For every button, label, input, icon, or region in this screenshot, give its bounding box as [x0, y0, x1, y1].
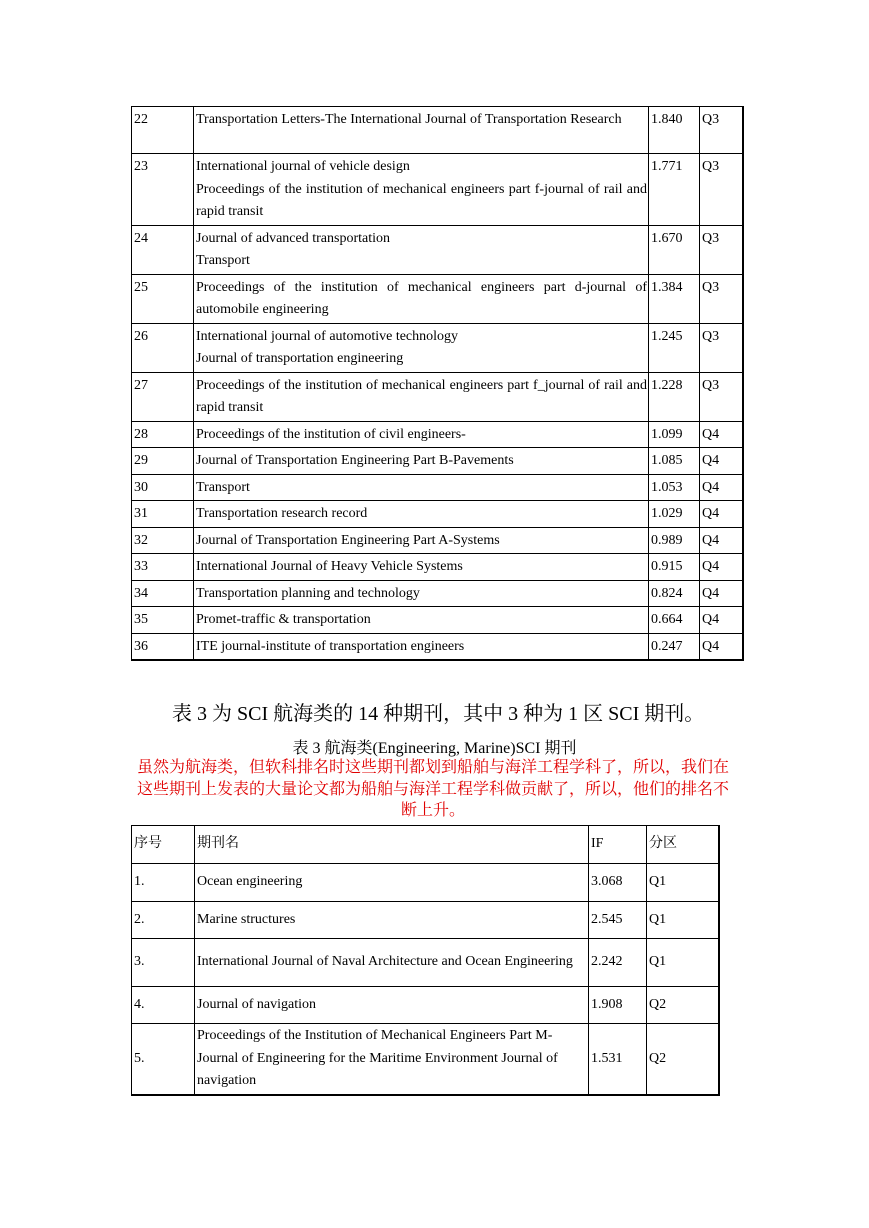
table-row	[132, 633, 743, 660]
table-row	[132, 421, 743, 448]
impact-factor: 2.242	[589, 939, 647, 987]
table-row	[132, 474, 743, 501]
quartile: Q4	[700, 607, 743, 634]
quartile: Q4	[700, 633, 743, 660]
row-number: 1.	[132, 864, 195, 902]
header-if: IF	[589, 826, 647, 864]
impact-factor: 2.545	[589, 902, 647, 939]
header-no: 序号	[132, 826, 195, 864]
journal-name: Proceedings of the institution of civil engineers-	[194, 421, 649, 448]
quartile: Q3	[700, 274, 743, 323]
table-row	[132, 225, 743, 274]
row-number: 23	[132, 154, 194, 226]
impact-factor: 0.989	[649, 527, 700, 554]
table-row	[132, 554, 743, 581]
quartile: Q4	[700, 554, 743, 581]
table-row	[132, 939, 719, 987]
quartile: Q1	[647, 902, 719, 939]
quartile: Q4	[700, 501, 743, 528]
row-number: 31	[132, 501, 194, 528]
table-row	[132, 864, 719, 902]
table-row	[132, 902, 719, 939]
impact-factor: 0.664	[649, 607, 700, 634]
journal-name: Ocean engineering	[195, 864, 589, 902]
impact-factor: 1.531	[589, 1024, 647, 1095]
impact-factor: 1.771	[649, 154, 700, 226]
journal-name: Journal of Transportation Engineering Part B-Pavements	[194, 448, 649, 475]
journal-name: International Journal of Heavy Vehicle Systems	[194, 554, 649, 581]
header-quartile: 分区	[647, 826, 719, 864]
journal-name: Transportation Letters-The International Journal of Transportation Research	[194, 107, 649, 154]
quartile: Q3	[700, 225, 743, 274]
table-header-row	[132, 826, 719, 864]
journal-name: Journal of navigation	[195, 987, 589, 1024]
table-row	[132, 323, 743, 372]
row-number: 3.	[132, 939, 195, 987]
row-number: 25	[132, 274, 194, 323]
table-row	[132, 107, 743, 154]
impact-factor: 1.053	[649, 474, 700, 501]
row-number: 27	[132, 372, 194, 421]
impact-factor: 1.908	[589, 987, 647, 1024]
impact-factor: 3.068	[589, 864, 647, 902]
table-row	[132, 274, 743, 323]
transport-journals-table	[131, 106, 744, 661]
journal-name: Proceedings of the Institution of Mechanical Engineers Part M-Journal of Engineering for the Maritime Environment Journal of navigation	[195, 1024, 589, 1095]
row-number: 28	[132, 421, 194, 448]
row-number: 29	[132, 448, 194, 475]
journal-name: Proceedings of the institution of mechanical engineers part f_journal of rail and rapid transit	[194, 372, 649, 421]
row-number: 36	[132, 633, 194, 660]
row-number: 26	[132, 323, 194, 372]
impact-factor: 1.245	[649, 323, 700, 372]
impact-factor: 1.228	[649, 372, 700, 421]
impact-factor: 1.099	[649, 421, 700, 448]
intro-paragraph: 表 3 为 SCI 航海类的 14 种期刊，其中 3 种为 1 区 SCI 期刊。	[172, 703, 705, 725]
impact-factor: 0.824	[649, 580, 700, 607]
row-number: 22	[132, 107, 194, 154]
journal-name: International journal of vehicle design Proceedings of the institution of mechanical engineers part f-journal of rail and rapid transit	[194, 154, 649, 226]
impact-factor: 0.247	[649, 633, 700, 660]
quartile: Q4	[700, 527, 743, 554]
row-number: 30	[132, 474, 194, 501]
journal-name: Promet-traffic & transportation	[194, 607, 649, 634]
row-number: 5.	[132, 1024, 195, 1095]
journal-name: Transportation research record	[194, 501, 649, 528]
row-number: 33	[132, 554, 194, 581]
header-name: 期刊名	[195, 826, 589, 864]
quartile: Q4	[700, 580, 743, 607]
journal-name: International Journal of Naval Architecture and Ocean Engineering	[195, 939, 589, 987]
row-number: 34	[132, 580, 194, 607]
quartile: Q4	[700, 474, 743, 501]
journal-name: Journal of Transportation Engineering Part A-Systems	[194, 527, 649, 554]
row-number: 4.	[132, 987, 195, 1024]
journal-name: Transportation planning and technology	[194, 580, 649, 607]
table-row	[132, 154, 743, 226]
table-row	[132, 448, 743, 475]
impact-factor: 1.384	[649, 274, 700, 323]
journal-name: International journal of automotive technology Journal of transportation engineering	[194, 323, 649, 372]
row-number: 32	[132, 527, 194, 554]
journal-name: Journal of advanced transportation Transport	[194, 225, 649, 274]
table-row	[132, 1024, 719, 1095]
journal-name: Proceedings of the institution of mechanical engineers part d-journal of automobile engineering	[194, 274, 649, 323]
quartile: Q3	[700, 372, 743, 421]
quartile: Q3	[700, 323, 743, 372]
table-row	[132, 527, 743, 554]
quartile: Q3	[700, 107, 743, 154]
table-row	[132, 372, 743, 421]
quartile: Q1	[647, 864, 719, 902]
table-row	[132, 580, 743, 607]
table-row	[132, 501, 743, 528]
row-number: 24	[132, 225, 194, 274]
impact-factor: 1.670	[649, 225, 700, 274]
quartile: Q1	[647, 939, 719, 987]
impact-factor: 1.029	[649, 501, 700, 528]
table-row	[132, 987, 719, 1024]
row-number: 35	[132, 607, 194, 634]
table-row	[132, 607, 743, 634]
impact-factor: 0.915	[649, 554, 700, 581]
journal-name: Transport	[194, 474, 649, 501]
quartile: Q4	[700, 421, 743, 448]
impact-factor: 1.085	[649, 448, 700, 475]
impact-factor: 1.840	[649, 107, 700, 154]
journal-name: ITE journal-institute of transportation engineers	[194, 633, 649, 660]
quartile: Q4	[700, 448, 743, 475]
table-caption: 表 3 航海类(Engineering, Marine)SCI 期刊	[292, 740, 577, 757]
row-number: 2.	[132, 902, 195, 939]
quartile: Q2	[647, 987, 719, 1024]
red-annotation-note: 虽然为航海类，但软科排名时这些期刊都划到船舶与海洋工程学科了，所以，我们在这些期刊上发表的大量论文都为船舶与海洋工程学科做贡献了，所以，他们的排名不断上升。	[136, 759, 729, 819]
journal-name: Marine structures	[195, 902, 589, 939]
quartile: Q3	[700, 154, 743, 226]
marine-journals-table	[131, 825, 720, 1096]
quartile: Q2	[647, 1024, 719, 1095]
